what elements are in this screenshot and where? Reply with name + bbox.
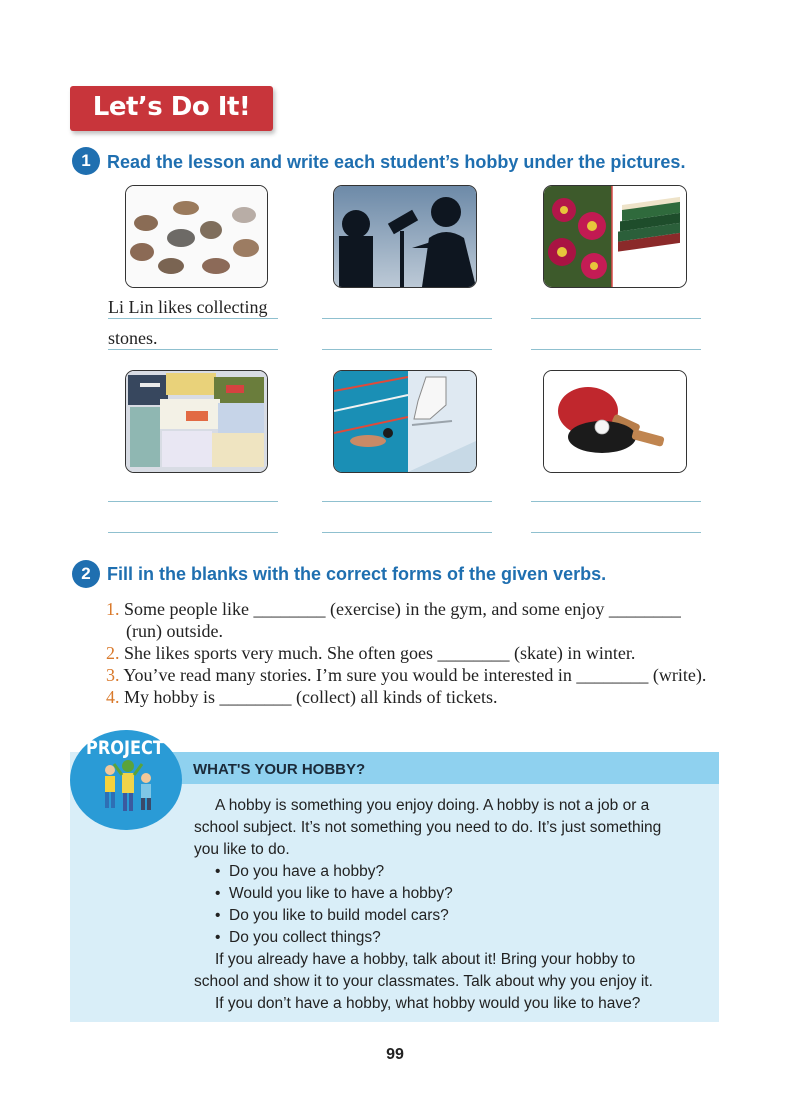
section-1-title: Read the lesson and write each student’s hobby under the pictures. xyxy=(107,152,686,172)
project-header xyxy=(165,752,719,784)
project-heading: WHAT'S YOUR HOBBY? xyxy=(193,761,366,778)
project-bullet: • Do you have a hobby? xyxy=(215,863,385,880)
exercise-item-3 xyxy=(106,664,736,686)
project-paragraph-3: If you don’t have a hobby, what hobby would you like to have? xyxy=(215,995,641,1012)
answer-line[interactable] xyxy=(531,501,701,502)
project-label: PROJECT xyxy=(86,737,164,759)
answer-line xyxy=(108,318,278,319)
exercise-text: You’ve read many stories. I’m sure you would be interested in ________ (write). xyxy=(123,665,707,685)
project-bullet-text: Do you have a hobby? xyxy=(229,863,385,880)
project-paragraph-1-line-2: school subject. It’s not something you need to do. It’s just something xyxy=(194,819,662,836)
answer-line[interactable] xyxy=(531,318,701,319)
exercise-item-2 xyxy=(106,642,736,664)
telescope-silhouette-picture xyxy=(333,185,477,288)
section-2-number: 2 xyxy=(72,560,100,588)
banner-title: Let’s Do It! xyxy=(92,92,251,122)
answer-line[interactable] xyxy=(322,318,492,319)
lets-do-it-banner xyxy=(70,86,273,131)
exercise-number: 1. xyxy=(106,599,120,619)
project-paragraph-1-line-3: you like to do. xyxy=(194,841,290,858)
answer-line[interactable] xyxy=(322,501,492,502)
exercise-item-4 xyxy=(106,686,736,708)
section-1-number: 1 xyxy=(72,147,100,175)
project-bullet: • Do you collect things? xyxy=(215,929,381,946)
project-bullet-text: Do you like to build model cars? xyxy=(229,907,449,924)
tickets-picture xyxy=(125,370,268,473)
exercise-number: 3. xyxy=(106,665,120,685)
exercise-text: Some people like ________ (exercise) in the gym, and some enjoy ________ xyxy=(124,599,681,619)
project-bullet: • Would you like to have a hobby? xyxy=(215,885,453,902)
answer-line[interactable] xyxy=(322,349,492,350)
answer-line xyxy=(108,349,278,350)
answer-line[interactable] xyxy=(531,349,701,350)
project-paragraph-1-line-1: A hobby is something you enjoy doing. A hobby is not a job or a xyxy=(215,797,650,814)
project-bullet-text: Do you collect things? xyxy=(229,929,381,946)
swimming-and-skating-picture xyxy=(333,370,477,473)
exercise-number: 2. xyxy=(106,643,120,663)
answer-line[interactable] xyxy=(531,532,701,533)
page-number: 99 xyxy=(386,1046,404,1063)
exercise-number: 4. xyxy=(106,687,120,707)
exercise-text: My hobby is ________ (collect) all kinds of tickets. xyxy=(124,687,498,707)
answer-line[interactable] xyxy=(108,501,278,502)
example-answer-line-2: stones. xyxy=(108,328,158,348)
flowers-and-books-picture xyxy=(543,185,687,288)
project-bullet: • Do you like to build model cars? xyxy=(215,907,449,924)
answer-line[interactable] xyxy=(108,532,278,533)
exercise-text: She likes sports very much. She often goes ________ (skate) in winter. xyxy=(124,643,636,663)
example-answer-line-1: Li Lin likes collecting xyxy=(108,297,268,317)
section-2-title: Fill in the blanks with the correct forms of the given verbs. xyxy=(107,564,607,584)
exercise-text-continued: (run) outside. xyxy=(126,621,223,641)
ping-pong-paddles-picture xyxy=(543,370,687,473)
stones-picture xyxy=(125,185,268,288)
project-paragraph-2-line-1: If you already have a hobby, talk about it! Bring your hobby to xyxy=(215,951,636,968)
exercise-item-1 xyxy=(106,598,736,642)
project-bullet-text: Would you like to have a hobby? xyxy=(229,885,453,902)
project-paragraph-2-line-2: school and show it to your classmates. Talk about why you enjoy it. xyxy=(194,973,653,990)
answer-line[interactable] xyxy=(322,532,492,533)
